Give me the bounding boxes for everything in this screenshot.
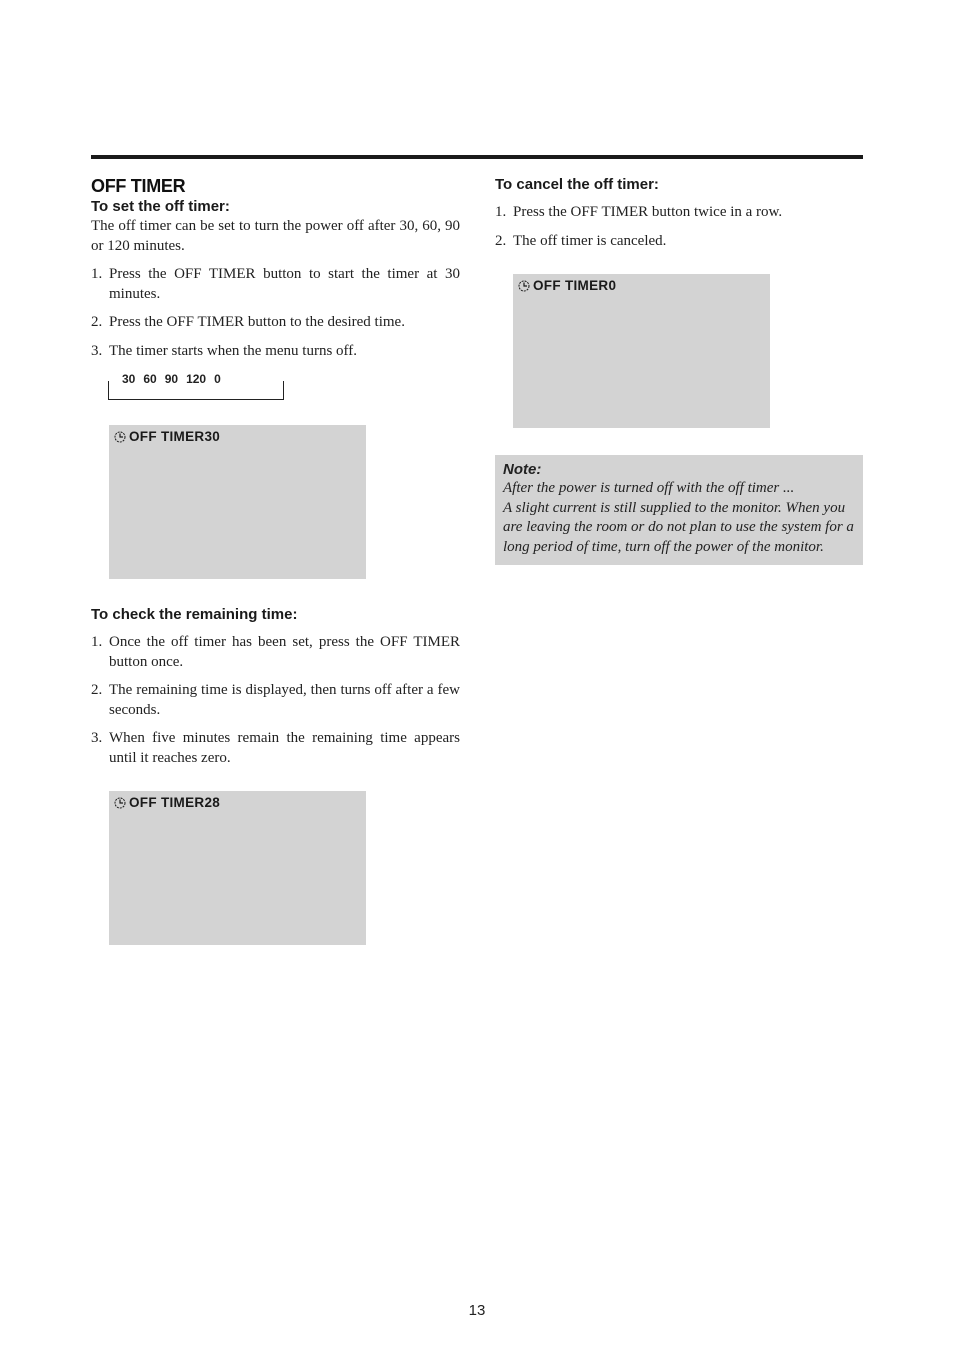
note-box: [495, 455, 863, 565]
step-text: The remaining time is displayed, then turns off after a few seconds.: [109, 682, 460, 718]
step-text: The timer starts when the menu turns off.: [109, 342, 357, 359]
list-item: [91, 729, 460, 768]
timer-sequence-diagram: [108, 371, 284, 401]
osd-text: OFF TIMER28: [129, 795, 221, 810]
set-timer-steps: [91, 265, 460, 361]
step-number: 2.: [495, 232, 507, 249]
osd-text: OFF TIMER30: [129, 429, 221, 444]
sequence-value: 0: [210, 371, 225, 387]
check-time-heading: To check the remaining time:: [91, 606, 298, 623]
left-column: [91, 173, 460, 945]
list-item: [495, 232, 863, 252]
section-title: OFF TIMER: [91, 176, 186, 196]
step-text: Once the off timer has been set, press the OFF TIMER button once.: [109, 634, 460, 670]
set-timer-heading: To set the off timer:: [91, 198, 230, 215]
timer-clock-icon: [114, 797, 126, 809]
step-text: The off timer is canceled.: [513, 232, 667, 249]
right-column: [495, 173, 863, 565]
sequence-value: 60: [139, 371, 160, 387]
set-timer-intro: The off timer can be set to turn the power off after 30, 60, 90 or 120 minutes.: [91, 218, 460, 254]
step-text: When five minutes remain the remaining time appears until it reaches zero.: [109, 730, 460, 766]
step-number: 1.: [495, 204, 507, 220]
list-item: [495, 203, 863, 223]
step-number: 2.: [91, 682, 103, 698]
list-item: [91, 313, 460, 333]
note-line-1: After the power is turned off with the off timer ...: [503, 480, 795, 496]
note-line-2: A slight current is still supplied to the monitor. When you are leaving the room or do not plan to use the system for a long period of time, turn off the power of the monitor.: [503, 499, 854, 555]
osd-screen-remaining: [109, 791, 366, 945]
timer-clock-icon: [114, 431, 126, 443]
check-time-steps: [91, 633, 460, 768]
step-text: Press the OFF TIMER button to the desired time.: [109, 314, 405, 330]
step-number: 3.: [91, 730, 103, 746]
step-number: 2.: [91, 314, 103, 330]
step-text: Press the OFF TIMER button twice in a row.: [513, 204, 783, 220]
header-rule: [91, 155, 863, 159]
note-title: Note:: [503, 461, 542, 478]
cancel-timer-steps: [495, 203, 863, 251]
step-text: Press the OFF TIMER button to start the timer at 30 minutes.: [109, 266, 460, 302]
list-item: [91, 681, 460, 720]
step-number: 1.: [91, 634, 103, 650]
step-number: 1.: [91, 266, 103, 282]
osd-screen-set: [109, 425, 366, 579]
page-number: 13: [468, 1302, 486, 1319]
list-item: [91, 633, 460, 672]
sequence-value: 30: [118, 371, 139, 387]
osd-label: [114, 795, 220, 810]
list-item: [91, 265, 460, 304]
list-item: [91, 342, 460, 362]
osd-text: OFF TIMER0: [533, 278, 617, 293]
sequence-value: 90: [161, 371, 182, 387]
osd-label: [114, 429, 220, 444]
osd-screen-canceled: [513, 274, 770, 428]
osd-label: [518, 278, 616, 293]
cancel-timer-heading: To cancel the off timer:: [495, 176, 659, 193]
timer-clock-icon: [518, 280, 530, 292]
step-number: 3.: [91, 342, 103, 359]
sequence-values: [118, 371, 225, 387]
sequence-value: 120: [182, 371, 210, 387]
